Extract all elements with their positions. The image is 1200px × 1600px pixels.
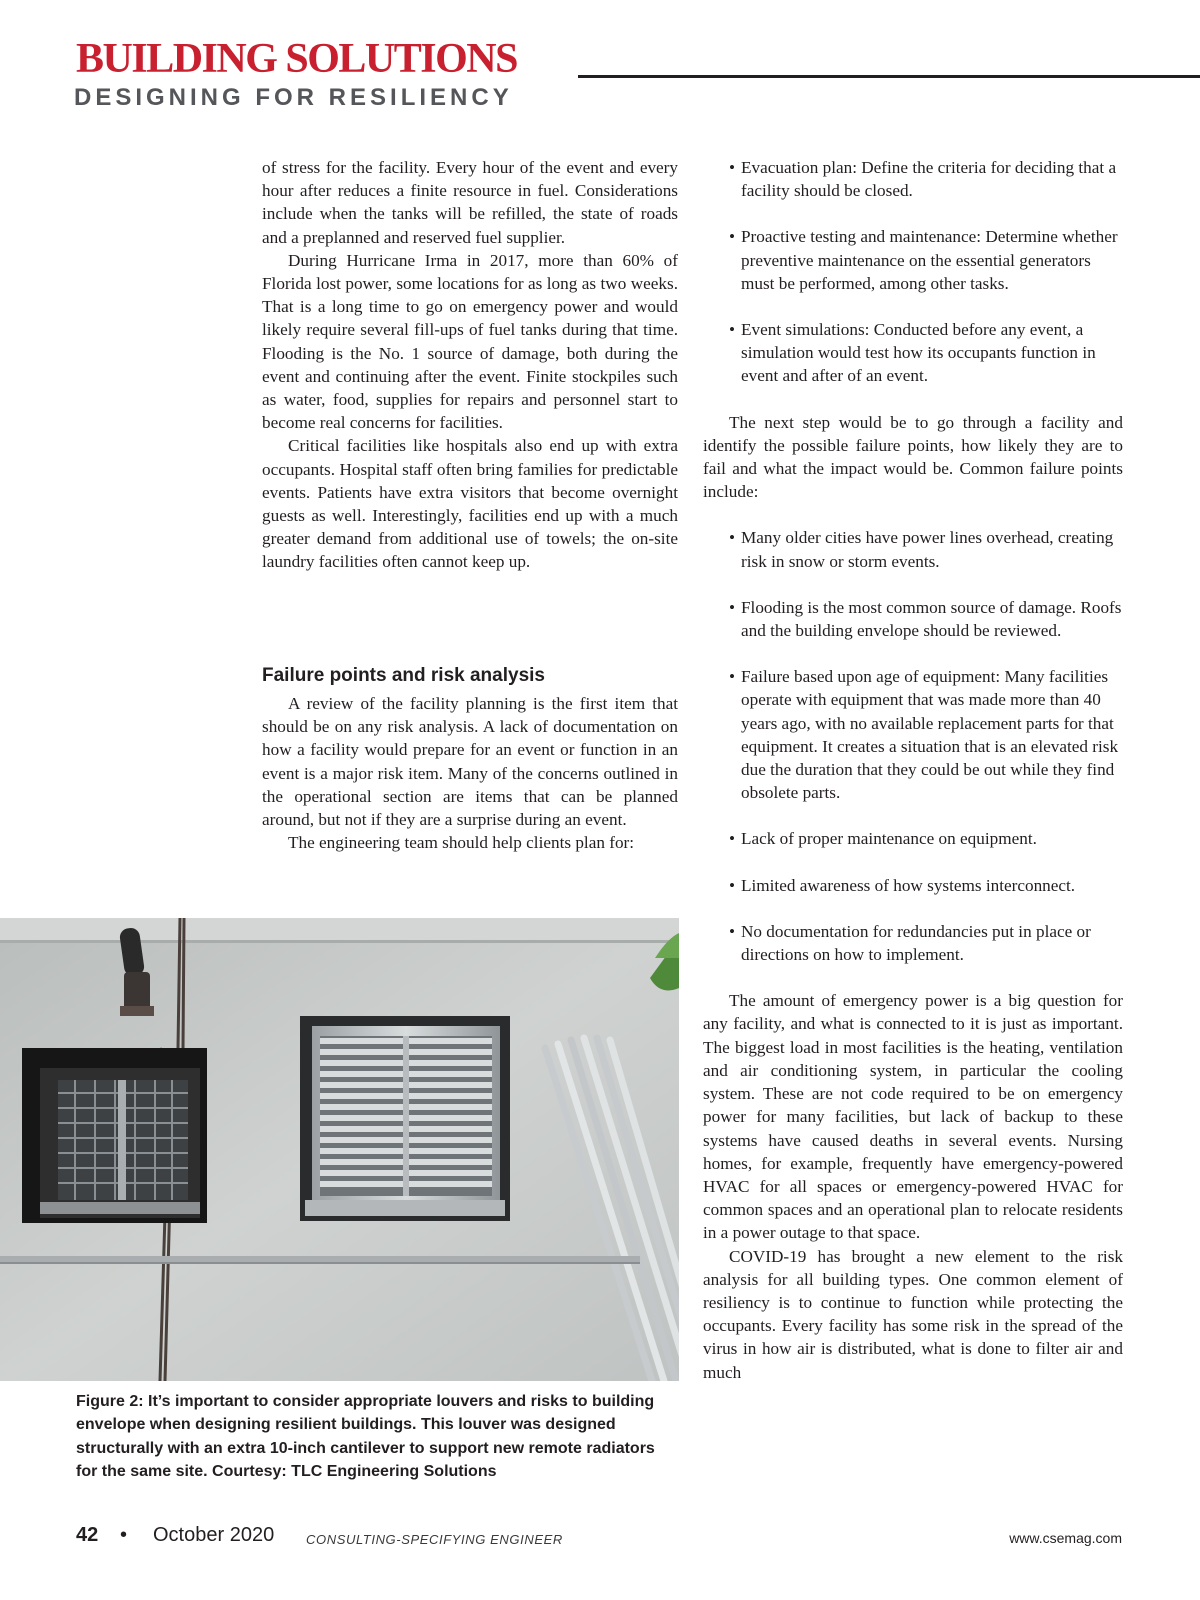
failure-points-list [703,526,1123,966]
body-paragraph: Critical facilities like hospitals also end up with extra occupants. Hospital staff often bring families for predictable events. Patients have extra visitors that become overnight guests as well. Interestingly, facilities end up with a much greater demand from additional use of towels; the on-site laundry facilities often cannot keep up. [262,436,678,572]
bullet-glyph: • [729,829,736,849]
bullet-glyph: • [729,597,736,617]
figure-photo [0,918,679,1381]
body-paragraph: COVID-19 has brought a new element to the risk analysis for all building types. One common element of resiliency is to continue to function while protecting the occupants. Every facility has some risk in the spread of the virus in how air is distributed, what is done to filter air and much [703,1246,1123,1382]
list-item-text: Event simulations: Conducted before any event, a simulation would test how its occupants function in event and after of an event. [741,320,1096,386]
body-paragraph: The engineering team should help clients plan for: [288,833,635,853]
list-item [703,225,1123,295]
bullet-glyph: • [729,320,736,340]
window-grille [22,1048,207,1223]
list-item-text: Proactive testing and maintenance: Determine whether preventive maintenance on the essential generators must be performed, among other tasks. [741,227,1118,293]
footer-separator: • [120,1524,128,1546]
list-item-text: Failure based upon age of equipment: Many facilities operate with equipment that was made more than 40 years ago, with no available replacement parts for that equipment. It creates a situation that is an elevated risk due the duration that they could be out while they find obsolete parts. [741,667,1119,803]
body-paragraph: The amount of emergency power is a big question for any facility, and what is connected to it is just as important. The biggest load in most facilities is the heating, ventilation and air conditioning system, in particular the cooling system. These are not code required to be on emergency power for many facilities, but lack of backup to these systems have caused deaths in several events. Nursing homes, for example, frequently have emergency-powered HVAC for all spaces or emergency-powered HVAC for common spaces and an operational plan to relocate residents in a power outage to that space. [703,991,1123,1243]
list-item-text: No documentation for redundancies put in place or directions on how to implement. [741,921,1091,965]
website-url: www.csemag.com [1009,1530,1122,1546]
list-item [703,827,1123,850]
body-paragraph: During Hurricane Irma in 2017, more than 60% of Florida lost power, some locations for as long as two weeks. That is a long time to go on emergency power and would likely require several fill-ups of fuel tanks during that time. Flooding is the No. 1 source of damage, both during the event and continuing after the event. Finite stockpiles such as water, food, supplies for repairs and personnel start to become real concerns for facilities. [262,250,678,433]
list-item [703,920,1123,966]
section-title: BUILDING SOLUTIONS [76,36,517,82]
bullet-glyph: • [729,158,736,177]
list-item [703,596,1123,642]
list-item [703,526,1123,572]
bullet-glyph: • [729,875,736,895]
plan-list [703,156,1123,388]
list-item [703,665,1123,804]
list-item-text: Lack of proper maintenance on equipment. [741,829,1037,849]
page-number: 42 [76,1524,99,1546]
list-item [703,318,1123,388]
subheading: Failure points and risk analysis [262,665,545,686]
body-paragraph: A review of the facility planning is the first item that should be on any risk analysis. A lack of documentation on how a facility would prepare for an event or function in an event is a major risk item. Many of the concerns outlined in the operational section are items that can be planned around, but not if they are a surprise during an event. [262,694,678,830]
bullet-glyph: • [729,227,736,247]
figure-caption: Figure 2: It’s important to consider appropriate louvers and risks to building envelope when designing resilient buildings. This louver was designed structurally with an extra 10-inch cantilever to support new remote radiators for the same site. Courtesy: TLC Engineering Solutions [76,1393,655,1481]
section-subtitle: DESIGNING FOR RESILIENCY [74,84,513,111]
list-item [703,874,1123,897]
building-louver-illustration [0,918,679,1381]
column-right [703,156,1123,1384]
body-paragraph: The next step would be to go through a facility and identify the possible failure points, how likely they are to fail and what the impact would be. Common failure points include: [703,412,1123,502]
bullet-glyph: • [729,528,736,548]
horizontal-conduit [0,1256,640,1264]
list-item-text: Flooding is the most common source of damage. Roofs and the building envelope should be reviewed. [741,597,1122,641]
list-item-text: Many older cities have power lines overhead, creating risk in snow or storm events. [741,528,1114,571]
louver [300,1016,510,1221]
bullet-glyph: • [729,921,736,941]
issue-date: October 2020 [153,1524,275,1546]
column-left-upper [262,156,678,574]
column-left-section [262,664,678,854]
magazine-name: CONSULTING-SPECIFYING ENGINEER [306,1532,563,1547]
bullet-glyph: • [729,667,736,687]
list-item-text: Evacuation plan: Define the criteria for deciding that a facility should be closed. [741,158,1117,201]
list-item-text: Limited awareness of how systems interconnect. [741,875,1076,895]
list-item [703,156,1123,202]
header-rule [578,75,1200,78]
body-paragraph: of stress for the facility. Every hour of the event and every hour after reduces a finite resource in fuel. Considerations include when the tanks will be refilled, the state of roads and a preplanned and reserved fuel supplier. [262,158,678,247]
